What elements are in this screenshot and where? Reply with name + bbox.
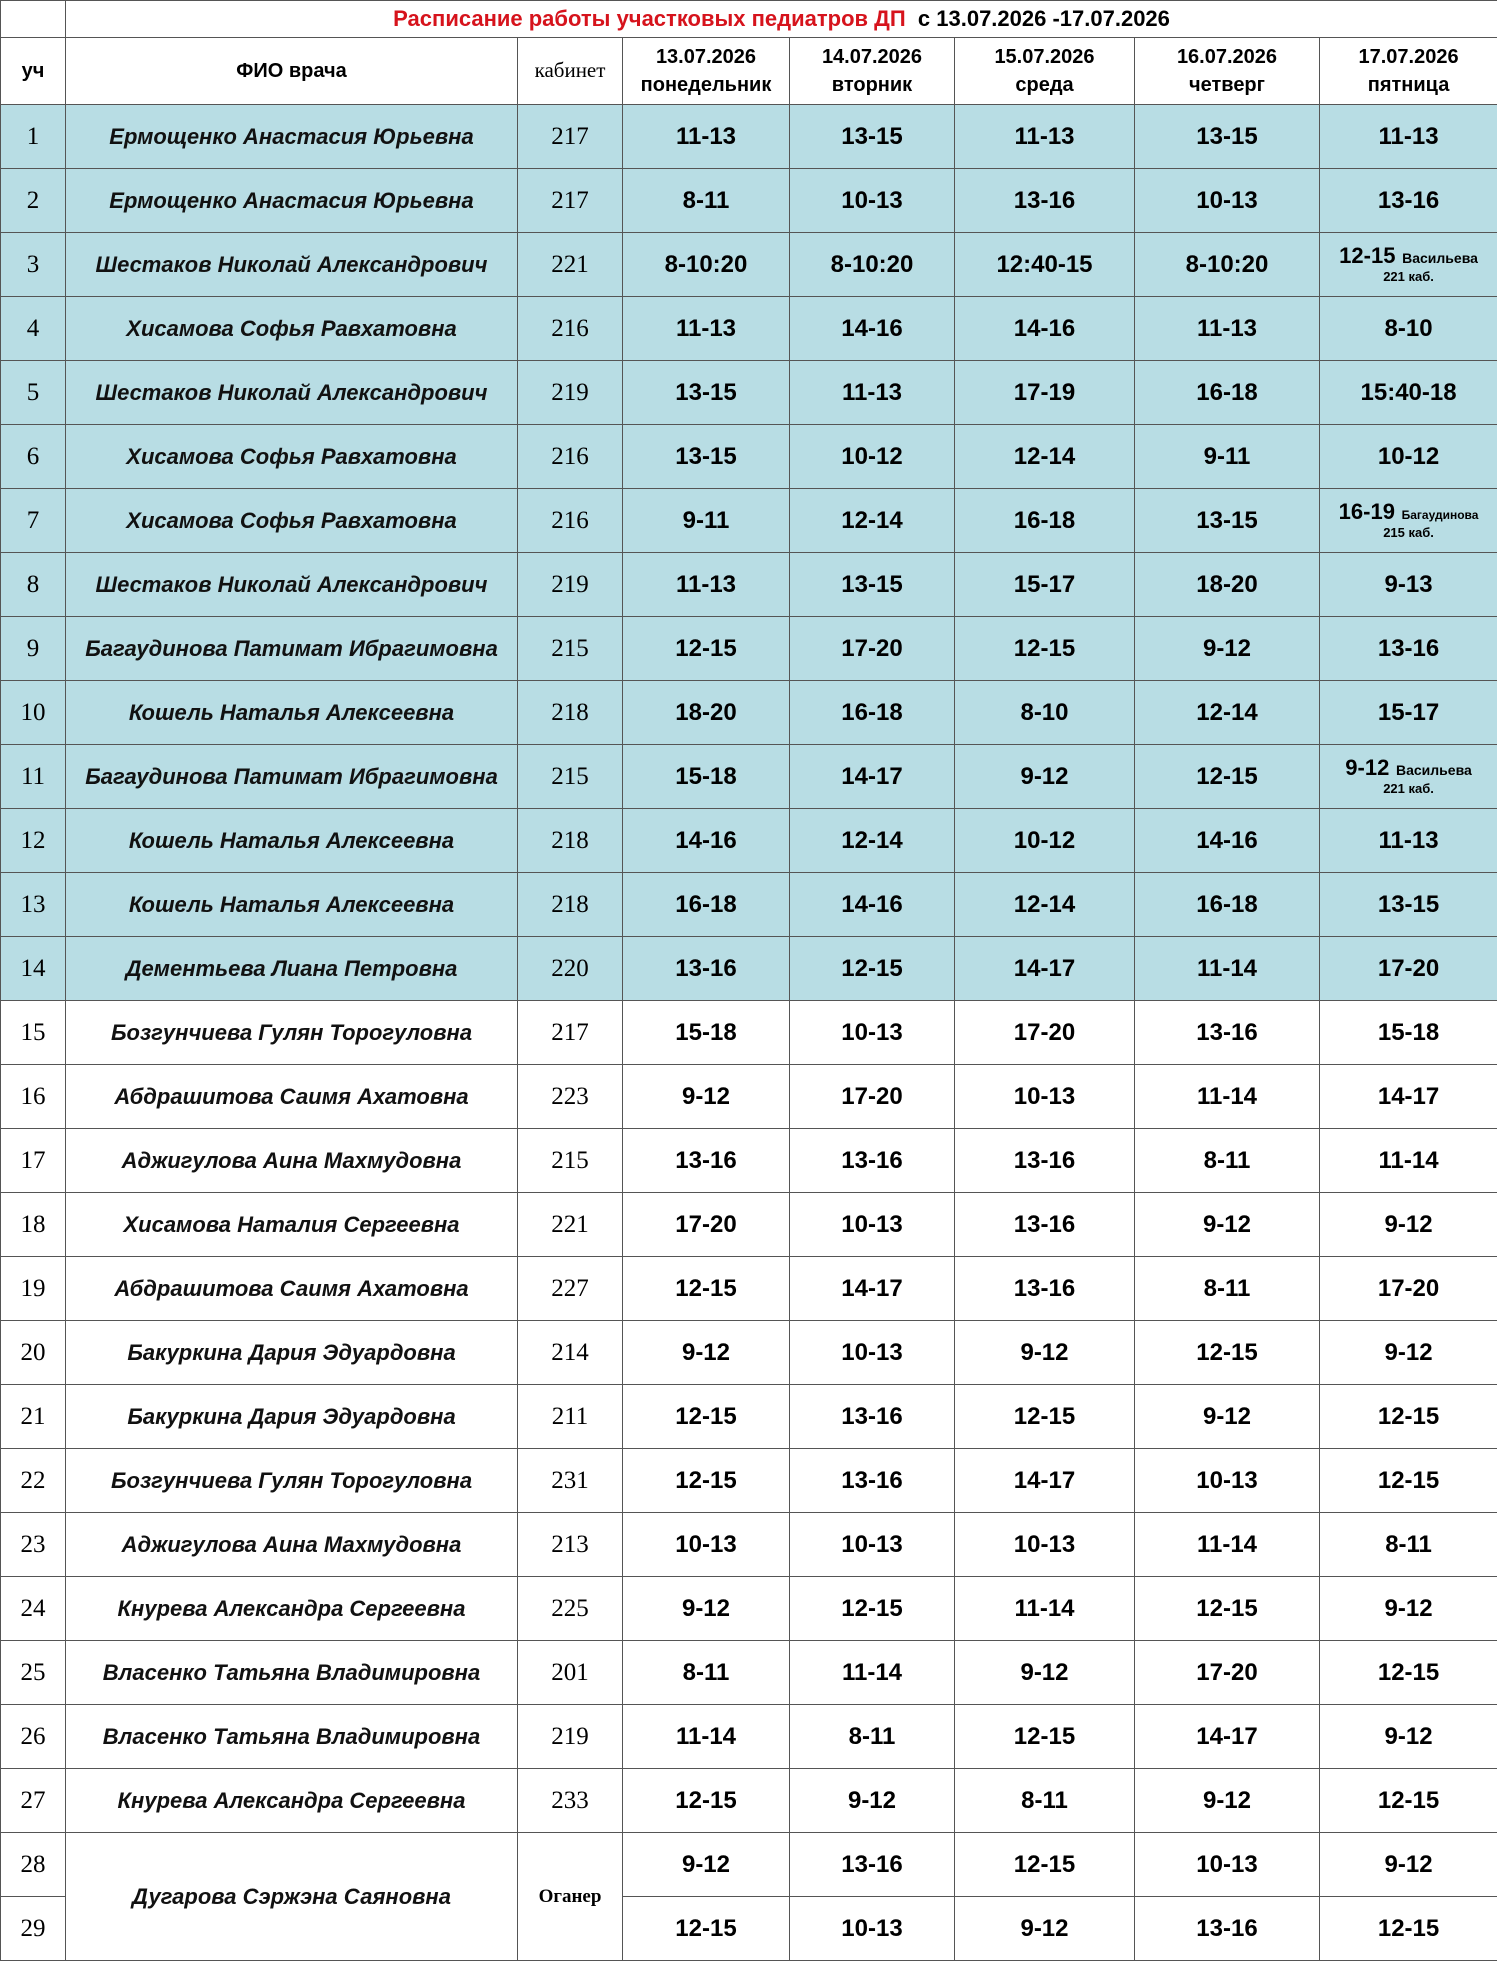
doctor-name: Хисамова Софья Равхатовна [66,425,518,489]
doctor-name: Власенко Татьяна Владимировна [66,1705,518,1769]
slot-cell: 12-15 [623,1769,790,1833]
row-num: 5 [1,361,66,425]
table-row [1,1385,1497,1449]
header-weekday: среда [1015,74,1073,96]
slot-cell: 12-15 [955,1705,1135,1769]
slot-cell: 9-12 [623,1833,790,1897]
substitute-name: Багаудинова [1402,508,1479,522]
cabinet-cell: 218 [518,873,623,937]
slot-main [1320,243,1497,268]
slot-cell: 8-11 [623,1641,790,1705]
slot-cell: 11-14 [1135,937,1320,1001]
slot-cell: 15-18 [623,1001,790,1065]
slot-cell: 13-15 [1135,105,1320,169]
doctor-name: Власенко Татьяна Владимировна [66,1641,518,1705]
slot-cell: 14-16 [790,297,955,361]
table-row [1,553,1497,617]
doctor-name: Кнурева Александра Сергеевна [66,1577,518,1641]
row-num: 11 [1,745,66,809]
slot-cell: 13-16 [1320,617,1497,681]
table-row [1,1449,1497,1513]
table-row [1,1129,1497,1193]
slot-cell: 17-20 [790,1065,955,1129]
row-num: 27 [1,1769,66,1833]
slot-cell: 13-15 [1135,489,1320,553]
doctor-name: Хисамова Софья Равхатовна [66,297,518,361]
doctor-name: Аджигулова Аина Махмудовна [66,1129,518,1193]
slot-cell: 9-12 [1320,1193,1497,1257]
slot-cell: 11-14 [623,1705,790,1769]
table-row [1,1321,1497,1385]
slot-cell: 9-12 [1135,617,1320,681]
slot-cell: 9-12 [1135,1193,1320,1257]
slot-cell: 12-15 [1135,1577,1320,1641]
row-num: 17 [1,1129,66,1193]
header-weekday: пятница [1368,74,1450,96]
slot-cell: 12:40-15 [955,233,1135,297]
slot-cell: 9-12 [790,1769,955,1833]
table-row [1,745,1497,809]
slot-cell: 15-17 [1320,681,1497,745]
row-num: 21 [1,1385,66,1449]
substitute-cabinet: 221 каб. [1320,268,1497,286]
table-row [1,1513,1497,1577]
slot-cell: 9-12 [1320,1705,1497,1769]
slot-cell: 13-16 [790,1129,955,1193]
slot-cell: 11-13 [1320,809,1497,873]
cabinet-cell: 217 [518,1001,623,1065]
doctor-name: Аджигулова Аина Махмудовна [66,1513,518,1577]
slot-cell: 12-14 [1135,681,1320,745]
row-num: 15 [1,1001,66,1065]
slot-cell: 12-15 [623,1449,790,1513]
slot-cell: 13-15 [790,553,955,617]
slot-cell: 12-15 [1320,1897,1497,1961]
slot-cell: 9-12 [623,1577,790,1641]
slot-cell: 8-11 [790,1705,955,1769]
slot-time: 9-12 [1345,755,1389,780]
slot-cell: 8-10 [1320,297,1497,361]
slot-cell: 11-14 [1320,1129,1497,1193]
table-row [1,1769,1497,1833]
row-num: 18 [1,1193,66,1257]
slot-cell: 9-12 [955,745,1135,809]
slot-cell: 12-15 [790,1577,955,1641]
slot-cell: 8-11 [955,1769,1135,1833]
slot-cell: 9-12 [623,1065,790,1129]
slot-cell: 16-18 [1135,873,1320,937]
slot-cell: 11-14 [1135,1513,1320,1577]
slot-cell: 13-16 [790,1449,955,1513]
cabinet-cell: 219 [518,1705,623,1769]
slot-cell: 15-18 [1320,1001,1497,1065]
table-row [1,1193,1497,1257]
slot-cell: 11-13 [623,553,790,617]
slot-cell: 12-14 [790,809,955,873]
row-num: 1 [1,105,66,169]
row-num: 20 [1,1321,66,1385]
slot-cell: 10-13 [1135,169,1320,233]
header-weekday: четверг [1189,74,1265,96]
doctor-name: Багаудинова Патимат Ибрагимовна [66,617,518,681]
slot-cell: 18-20 [1135,553,1320,617]
row-num: 28 [1,1833,66,1897]
slot-cell: 10-13 [1135,1449,1320,1513]
header-day-tue [790,38,955,105]
row-num: 22 [1,1449,66,1513]
slot-cell: 14-17 [955,937,1135,1001]
slot-cell: 8-11 [1135,1257,1320,1321]
slot-cell: 12-15 [1320,1385,1497,1449]
slot-cell: 13-16 [623,1129,790,1193]
slot-cell: 13-16 [623,937,790,1001]
cabinet-cell: Оганер [518,1833,623,1961]
header-num: уч [1,38,66,105]
header-cabinet: кабинет [518,38,623,105]
slot-cell: 14-16 [790,873,955,937]
slot-cell: 8-11 [1135,1129,1320,1193]
cabinet-cell: 219 [518,553,623,617]
slot-cell: 12-15 [1135,1321,1320,1385]
doctor-name: Ермощенко Анастасия Юрьевна [66,105,518,169]
slot-cell: 13-15 [623,361,790,425]
doctor-name: Бакуркина Дария Эдуардовна [66,1385,518,1449]
slot-cell: 12-15 [1320,1641,1497,1705]
slot-cell: 11-13 [1135,297,1320,361]
slot-cell: 14-17 [790,745,955,809]
header-day-fri [1320,38,1497,105]
cabinet-cell: 214 [518,1321,623,1385]
slot-cell: 12-15 [623,1385,790,1449]
table-row [1,1705,1497,1769]
slot-cell: 10-13 [790,169,955,233]
table-row [1,681,1497,745]
table-row [1,1641,1497,1705]
slot-cell: 8-11 [623,169,790,233]
slot-cell: 8-10:20 [790,233,955,297]
table-row [1,169,1497,233]
header-day-wed [955,38,1135,105]
title-prefix: Расписание работы участковых педиатров ДП [393,6,906,31]
cabinet-cell: 215 [518,617,623,681]
row-num: 24 [1,1577,66,1641]
slot-cell: 10-13 [955,1065,1135,1129]
slot-cell: 9-12 [623,1321,790,1385]
slot-cell: 10-13 [623,1513,790,1577]
cabinet-cell: 218 [518,809,623,873]
slot-cell: 11-14 [955,1577,1135,1641]
doctor-name: Абдрашитова Саимя Ахатовна [66,1257,518,1321]
slot-cell: 8-10:20 [1135,233,1320,297]
slot-cell: 12-15 [955,617,1135,681]
slot-cell: 16-18 [790,681,955,745]
slot-cell: 12-15 [790,937,955,1001]
slot-cell: 17-19 [955,361,1135,425]
slot-cell: 13-16 [955,169,1135,233]
slot-cell: 12-14 [790,489,955,553]
doctor-name: Хисамова Софья Равхатовна [66,489,518,553]
slot-cell: 17-20 [1135,1641,1320,1705]
slot-cell: 12-14 [955,425,1135,489]
slot-cell: 16-18 [1135,361,1320,425]
cabinet-cell: 218 [518,681,623,745]
table-row [1,105,1497,169]
table-row [1,1833,1497,1897]
cabinet-cell: 223 [518,1065,623,1129]
doctor-name: Кошель Наталья Алексеевна [66,809,518,873]
slot-cell: 9-12 [955,1321,1135,1385]
slot-cell: 9-12 [955,1897,1135,1961]
slot-cell: 9-12 [1320,1833,1497,1897]
slot-cell: 10-13 [790,1321,955,1385]
slot-cell: 14-17 [1135,1705,1320,1769]
slot-cell: 12-15 [955,1385,1135,1449]
table-row [1,297,1497,361]
doctor-name: Абдрашитова Саимя Ахатовна [66,1065,518,1129]
header-weekday: понедельник [641,74,772,96]
doctor-name: Шестаков Николай Александрович [66,361,518,425]
slot-cell: 9-12 [1135,1769,1320,1833]
slot-cell-note [1320,745,1497,809]
cabinet-cell: 221 [518,233,623,297]
doctor-name: Ермощенко Анастасия Юрьевна [66,169,518,233]
row-num: 13 [1,873,66,937]
header-date: 14.07.2026 [822,46,922,68]
header-name: ФИО врача [66,38,518,105]
table-row [1,809,1497,873]
cabinet-cell: 231 [518,1449,623,1513]
slot-cell: 12-15 [623,617,790,681]
table-row [1,1577,1497,1641]
slot-cell: 10-13 [790,1513,955,1577]
row-num: 2 [1,169,66,233]
slot-time: 12-15 [1339,243,1395,268]
slot-cell: 11-14 [790,1641,955,1705]
slot-cell: 11-13 [790,361,955,425]
slot-cell: 9-13 [1320,553,1497,617]
slot-cell: 9-12 [1135,1385,1320,1449]
title-range: с 13.07.2026 -17.07.2026 [918,6,1170,31]
slot-cell: 10-13 [1135,1833,1320,1897]
slot-cell: 13-16 [955,1129,1135,1193]
slot-cell: 12-14 [955,873,1135,937]
doctor-name: Дугарова Сэржэна Саяновна [66,1833,518,1961]
cabinet-cell: 225 [518,1577,623,1641]
header-weekday: вторник [832,74,912,96]
row-num: 25 [1,1641,66,1705]
header-date: 13.07.2026 [656,46,756,68]
slot-cell: 10-13 [790,1897,955,1961]
slot-cell: 13-16 [1320,169,1497,233]
slot-cell: 10-12 [1320,425,1497,489]
row-num: 19 [1,1257,66,1321]
slot-cell: 8-10 [955,681,1135,745]
header-date: 17.07.2026 [1358,46,1458,68]
doctor-name: Кнурева Александра Сергеевна [66,1769,518,1833]
cabinet-cell: 220 [518,937,623,1001]
slot-cell: 13-15 [790,105,955,169]
cabinet-cell: 221 [518,1193,623,1257]
row-num: 3 [1,233,66,297]
slot-cell: 14-16 [955,297,1135,361]
doctor-name: Бозгунчиева Гулян Торогуловна [66,1001,518,1065]
slot-cell: 17-20 [790,617,955,681]
cabinet-cell: 211 [518,1385,623,1449]
row-num: 16 [1,1065,66,1129]
slot-cell: 12-15 [1135,745,1320,809]
cabinet-cell: 216 [518,425,623,489]
slot-cell: 9-12 [1320,1577,1497,1641]
slot-cell: 9-12 [955,1641,1135,1705]
cabinet-cell: 216 [518,297,623,361]
slot-cell: 8-10:20 [623,233,790,297]
slot-cell: 15-18 [623,745,790,809]
slot-cell: 13-15 [1320,873,1497,937]
slot-cell: 13-16 [790,1385,955,1449]
slot-cell: 12-15 [1320,1769,1497,1833]
header-day-mon [623,38,790,105]
slot-cell: 11-13 [1320,105,1497,169]
slot-cell: 14-16 [1135,809,1320,873]
doctor-name: Багаудинова Патимат Ибрагимовна [66,745,518,809]
cabinet-cell: 213 [518,1513,623,1577]
row-num: 29 [1,1897,66,1961]
header-row [1,38,1497,105]
slot-cell: 16-18 [623,873,790,937]
title-blank [1,1,66,38]
row-num: 12 [1,809,66,873]
slot-cell: 15:40-18 [1320,361,1497,425]
doctor-name: Бакуркина Дария Эдуардовна [66,1321,518,1385]
table-row [1,937,1497,1001]
slot-cell: 17-20 [1320,1257,1497,1321]
doctor-name: Кошель Наталья Алексеевна [66,873,518,937]
cabinet-cell: 217 [518,105,623,169]
slot-cell: 18-20 [623,681,790,745]
slot-cell: 10-13 [790,1193,955,1257]
slot-cell: 17-20 [955,1001,1135,1065]
header-date: 15.07.2026 [994,46,1094,68]
slot-cell: 13-15 [623,425,790,489]
title-row [1,1,1497,38]
slot-cell: 9-12 [1320,1321,1497,1385]
substitute-name: Васильева [1396,762,1472,778]
row-num: 6 [1,425,66,489]
header-day-thu [1135,38,1320,105]
slot-cell: 11-13 [623,105,790,169]
slot-cell: 14-17 [955,1449,1135,1513]
slot-cell: 10-13 [955,1513,1135,1577]
substitute-cabinet: 221 каб. [1320,780,1497,798]
slot-cell: 13-16 [790,1833,955,1897]
row-num: 10 [1,681,66,745]
slot-cell: 9-11 [1135,425,1320,489]
table-row [1,1257,1497,1321]
cabinet-cell: 227 [518,1257,623,1321]
doctor-name: Шестаков Николай Александрович [66,553,518,617]
slot-main [1320,499,1497,524]
slot-cell: 14-17 [1320,1065,1497,1129]
substitute-cabinet: 215 каб. [1320,524,1497,542]
cabinet-cell: 215 [518,1129,623,1193]
slot-cell: 13-16 [1135,1001,1320,1065]
doctor-name: Хисамова Наталия Сергеевна [66,1193,518,1257]
row-num: 9 [1,617,66,681]
header-date: 16.07.2026 [1177,46,1277,68]
substitute-name: Васильева [1402,250,1478,266]
page-title [66,1,1497,38]
slot-cell: 17-20 [623,1193,790,1257]
table-row [1,617,1497,681]
row-num: 4 [1,297,66,361]
slot-cell: 12-15 [955,1833,1135,1897]
cabinet-cell: 219 [518,361,623,425]
table-row [1,233,1497,297]
slot-cell: 15-17 [955,553,1135,617]
cabinet-cell: 217 [518,169,623,233]
doctor-name: Дементьева Лиана Петровна [66,937,518,1001]
slot-cell: 12-15 [623,1257,790,1321]
slot-cell: 10-12 [790,425,955,489]
cabinet-cell: 215 [518,745,623,809]
slot-cell: 9-11 [623,489,790,553]
slot-cell: 10-12 [955,809,1135,873]
row-num: 26 [1,1705,66,1769]
table-row [1,873,1497,937]
slot-cell: 11-13 [623,297,790,361]
slot-cell: 16-18 [955,489,1135,553]
cabinet-cell: 233 [518,1769,623,1833]
cabinet-cell: 201 [518,1641,623,1705]
slot-cell: 13-16 [955,1193,1135,1257]
table-row [1,1001,1497,1065]
table-row [1,361,1497,425]
table-row [1,489,1497,553]
slot-cell: 14-16 [623,809,790,873]
doctor-name: Кошель Наталья Алексеевна [66,681,518,745]
slot-cell: 10-13 [790,1001,955,1065]
slot-cell-note [1320,233,1497,297]
row-num: 14 [1,937,66,1001]
row-num: 7 [1,489,66,553]
cabinet-cell: 216 [518,489,623,553]
slot-cell: 12-15 [1320,1449,1497,1513]
table-row [1,1065,1497,1129]
doctor-name: Бозгунчиева Гулян Торогуловна [66,1449,518,1513]
slot-cell: 11-14 [1135,1065,1320,1129]
slot-cell: 17-20 [1320,937,1497,1001]
slot-cell: 13-16 [1135,1897,1320,1961]
slot-cell: 14-17 [790,1257,955,1321]
row-num: 8 [1,553,66,617]
slot-cell: 13-16 [955,1257,1135,1321]
slot-time: 16-19 [1339,499,1395,524]
table-row [1,425,1497,489]
slot-main [1320,755,1497,780]
doctor-name: Шестаков Николай Александрович [66,233,518,297]
slot-cell: 8-11 [1320,1513,1497,1577]
slot-cell: 12-15 [623,1897,790,1961]
slot-cell-note [1320,489,1497,553]
row-num: 23 [1,1513,66,1577]
slot-cell: 11-13 [955,105,1135,169]
